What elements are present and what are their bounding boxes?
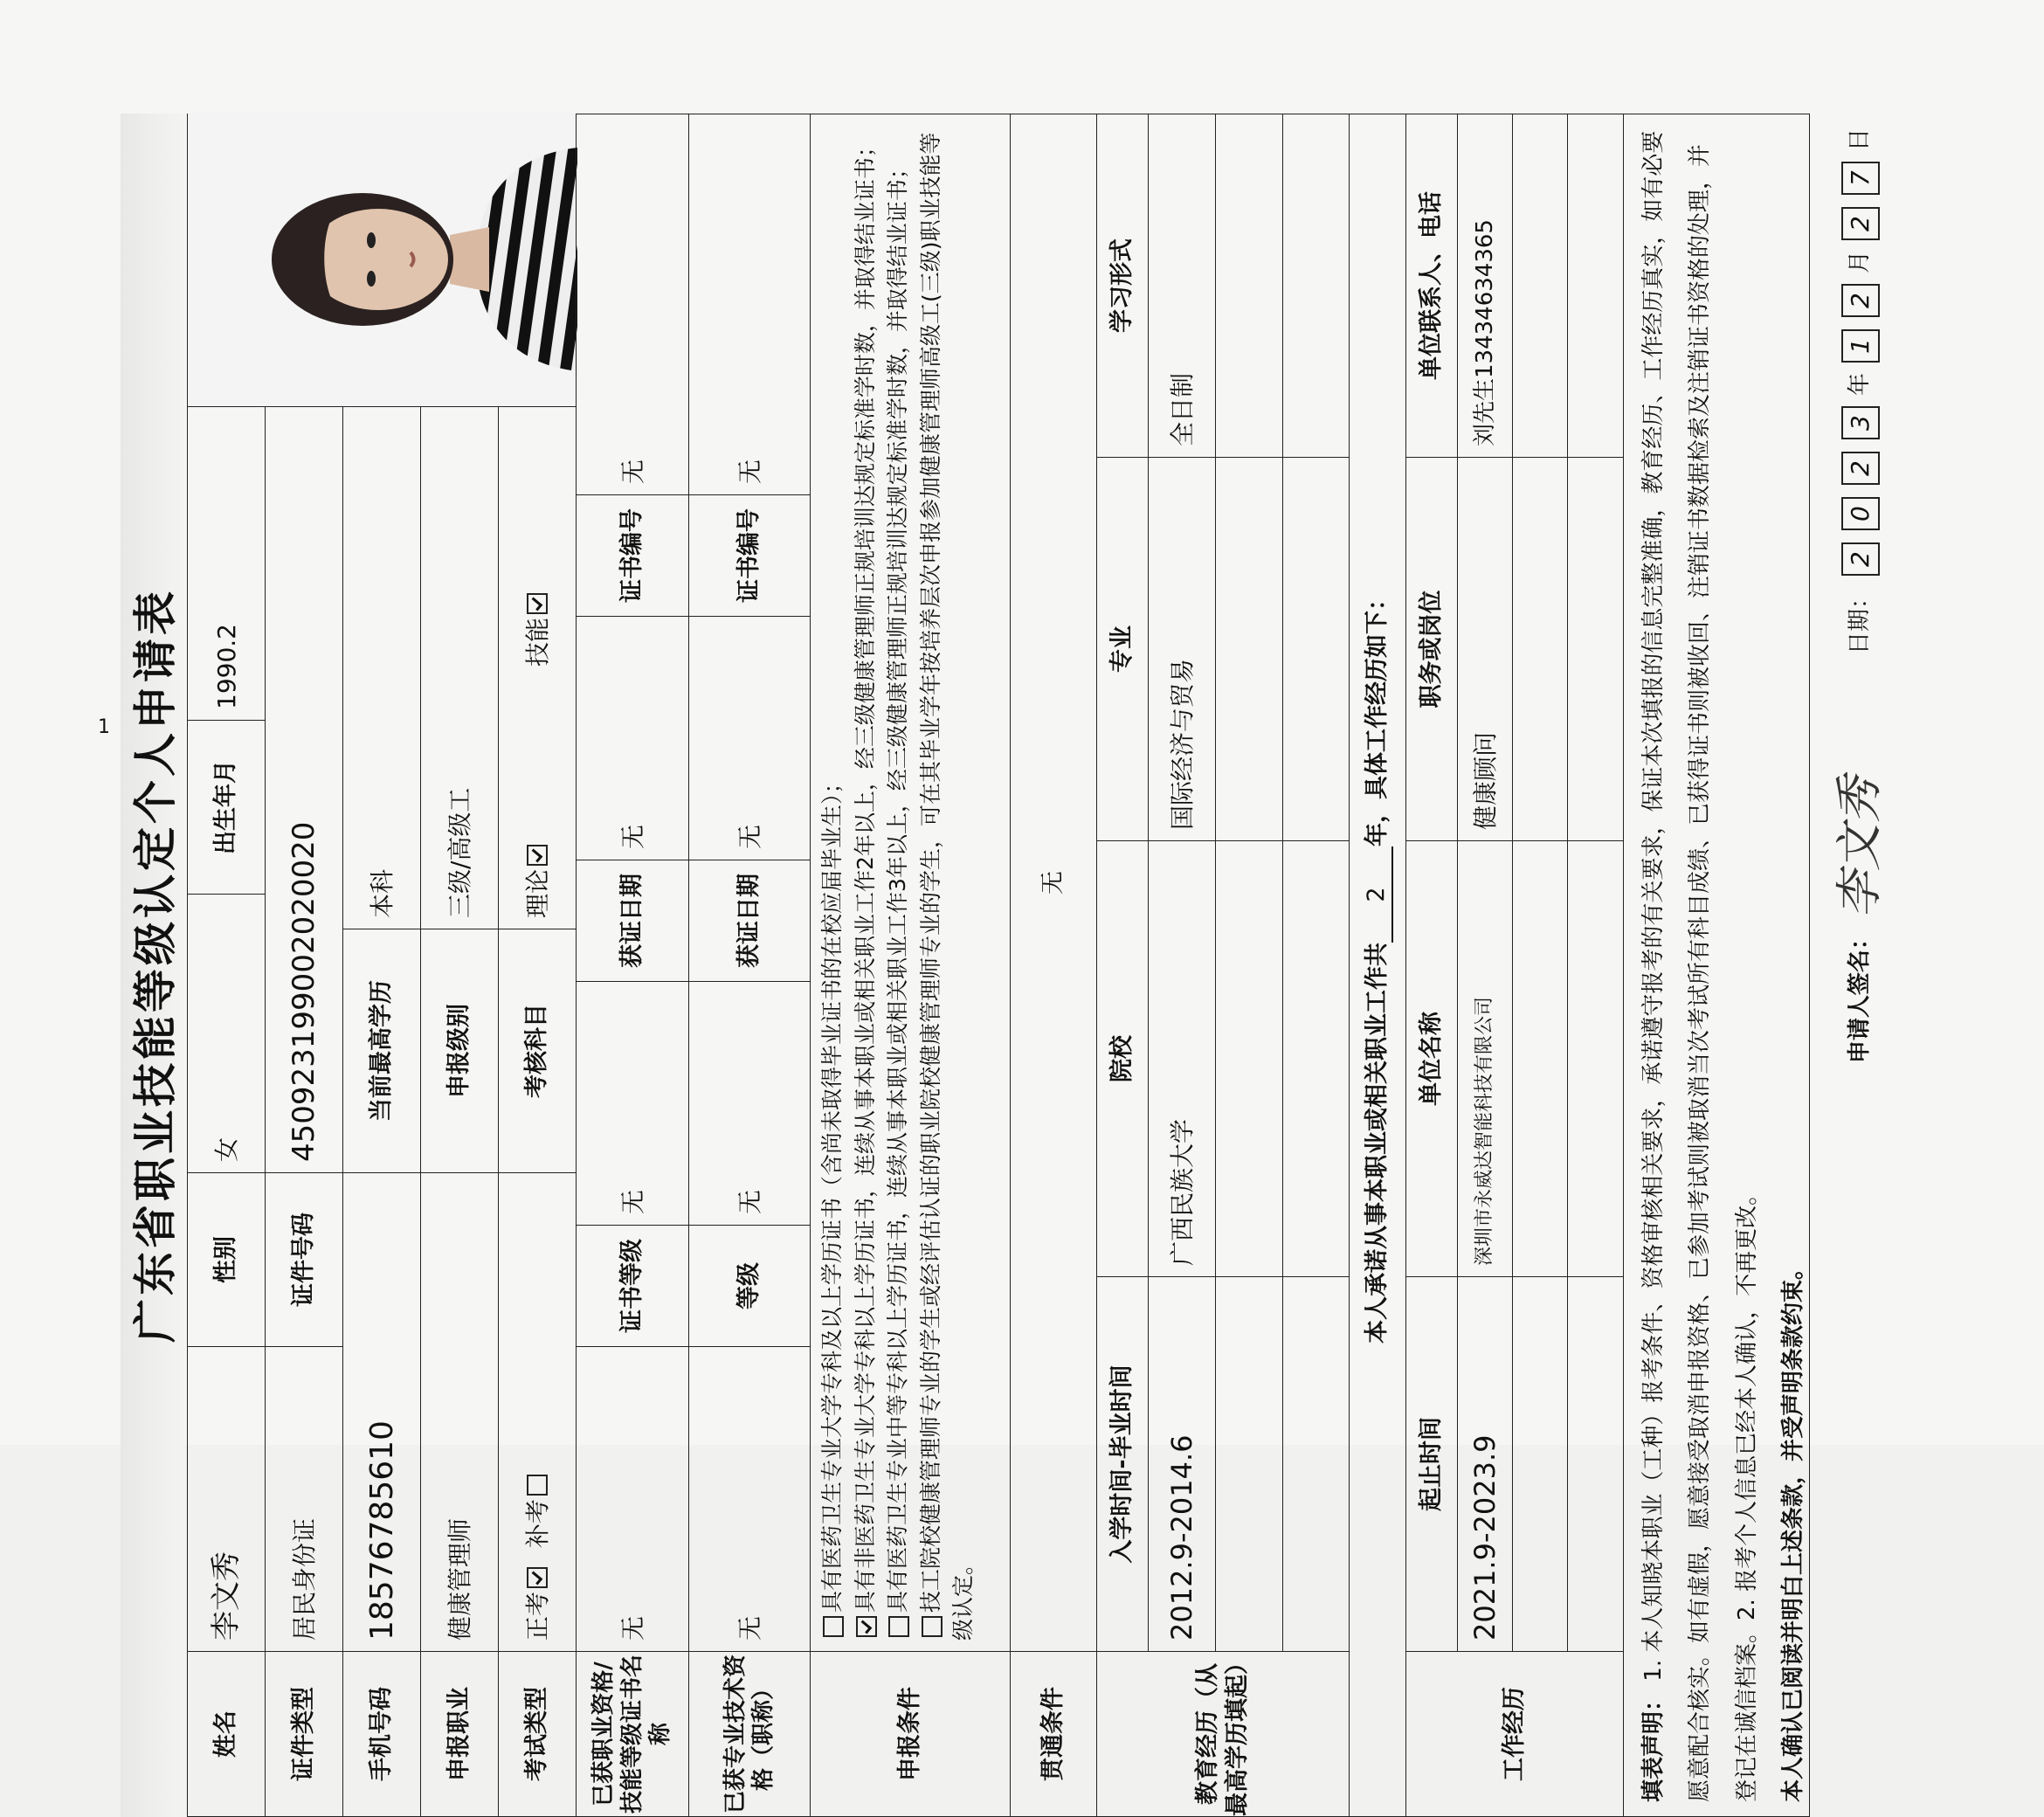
condition-item	[816, 125, 849, 1641]
edu-empty-cell	[1215, 114, 1283, 458]
value-gender: 女	[187, 894, 266, 1173]
value-title-level: 无	[688, 981, 811, 1226]
label-vocational-cert: 已获职业资格/技能等级证书名称	[576, 1651, 689, 1817]
value-name: 李文秀	[187, 1346, 266, 1652]
value-cert-level: 无	[576, 981, 689, 1226]
edu-empty-cell	[1215, 457, 1283, 841]
work-cell-time: 2021.9-2023.9	[1457, 1276, 1513, 1652]
edu-cell-time: 2012.9-2014.6	[1148, 1276, 1216, 1652]
label-pass-conditions: 贯通条件	[1010, 1651, 1097, 1817]
value-occupation: 健康管理师	[420, 1172, 499, 1652]
applicant-signature: 李文秀	[1832, 777, 1888, 919]
value-title-date: 无	[688, 616, 811, 860]
work-empty-cell	[1512, 114, 1568, 458]
date-year-digit: 2	[1841, 542, 1880, 576]
date-month-digit: 1	[1841, 329, 1880, 363]
work-empty-cell	[1567, 457, 1624, 841]
page-number: 1	[98, 716, 110, 738]
day-unit: 日	[1846, 128, 1873, 152]
condition-checkbox[interactable]	[922, 1616, 943, 1637]
edu-header-mode: 学习形式	[1096, 114, 1149, 458]
work-pledge-suffix: 年，具体工作经历如下：	[1364, 587, 1391, 846]
edu-empty-cell	[1215, 1276, 1283, 1652]
month-unit: 月	[1846, 251, 1873, 274]
work-cell-company: 深圳市永威达智能科技有限公司	[1457, 840, 1513, 1277]
label-prof-title: 已获专业技术资格（职称）	[688, 1651, 811, 1817]
subject-theory-checkbox[interactable]	[527, 845, 548, 866]
edu-empty-cell	[1215, 840, 1283, 1277]
signature-row	[1812, 128, 1909, 1802]
label-edu: 当前最高学历	[342, 929, 421, 1173]
edu-cell-mode: 全日制	[1148, 114, 1216, 458]
exam-retake-label: 补考	[522, 1499, 552, 1549]
work-header-time: 起止时间	[1405, 1276, 1458, 1652]
condition-text: 具有非医药卫生专业大学专科以上学历证书，连续从事本职业或相关职业工作2年以上，经三级健康管理师正规培训达规定标准学时数，并取得结业证书；	[852, 135, 878, 1613]
date-day-digit: 2	[1841, 207, 1880, 240]
label-education-history: 教育经历（从最高学历填起）	[1096, 1651, 1350, 1817]
work-pledge-prefix: 本人承诺从事本职业或相关职业工作共	[1364, 943, 1391, 1344]
edu-empty-cell	[1282, 457, 1350, 841]
edu-empty-cell	[1282, 114, 1350, 458]
work-empty-cell	[1567, 114, 1624, 458]
label-title-no: 证书编号	[688, 494, 811, 617]
confirm-statement: 本人确认已阅读并明白上述条款，并受声明条款约束。	[1779, 1256, 1806, 1802]
applicant-photo	[187, 114, 577, 407]
subject-theory-label: 理论	[522, 868, 552, 918]
value-cert-no: 无	[576, 114, 689, 495]
year-unit: 年	[1846, 373, 1873, 397]
value-birth: 1990.2	[187, 406, 266, 721]
value-level: 三级/高级工	[420, 406, 499, 929]
work-header-company: 单位名称	[1405, 840, 1458, 1277]
condition-item	[915, 125, 980, 1641]
edu-header-school: 院校	[1096, 840, 1149, 1277]
condition-text: 具有医药卫生专业中等专科以上学历证书，连续从事本职业或相关职业工作3年以上，经三级健康管理师正规培训达规定标准学时数，并取得结业证书；	[885, 157, 910, 1613]
work-empty-cell	[1512, 457, 1568, 841]
label-name: 姓名	[187, 1651, 266, 1817]
label-gender: 性别	[187, 1172, 266, 1347]
subject-skill-label: 技能	[522, 617, 552, 667]
date-year-digit: 3	[1841, 406, 1880, 439]
work-empty-cell	[1567, 840, 1624, 1277]
declaration-box: 填表声明： 1. 本人知晓本职业（工种）报考条件、资格审核相关要求，承诺遵守报考的有关要求，保证本次填报的信息完整准确，教育经历、工作经历真实，如有必要愿意配合核实。如有虚假，愿意接受取消申报资格、已参加考试则被取消当次考试所有科目成绩、已获得证书则被收回、注销证书数据检索及注销证书资格的处理，并登记在诚信档案。2. 报考个人信息已经本人确认，不再更改。 本人确认已阅读并明白上述条款，并受声明条款约束。 申请人签名： 李文秀 日期： 2 0 2 3 年 1 2 月 2 7 日	[1623, 114, 1810, 1817]
label-level: 申报级别	[420, 929, 499, 1173]
label-phone: 手机号码	[342, 1651, 421, 1817]
value-cert-date: 无	[576, 616, 689, 860]
label-cert-no: 证书编号	[576, 494, 689, 617]
label-title-level: 等级	[688, 1225, 811, 1347]
condition-text: 具有医药卫生专业大学专科及以上学历证书（含尚未取得毕业证书的在校应届毕业生）；	[819, 771, 845, 1613]
condition-item	[881, 125, 915, 1641]
label-subjects: 考核科目	[498, 929, 577, 1173]
label-apply-conditions: 申报条件	[810, 1651, 1011, 1817]
value-title-no: 无	[688, 114, 811, 495]
exam-normal-label: 正考	[522, 1591, 552, 1641]
exam-retake-checkbox[interactable]	[527, 1475, 548, 1496]
condition-item	[849, 125, 882, 1641]
label-id-type: 证件类型	[265, 1651, 343, 1817]
subject-skill-checkbox[interactable]	[527, 593, 548, 614]
label-title-date: 获证日期	[688, 860, 811, 982]
edu-cell-school: 广西民族大学	[1148, 840, 1216, 1277]
work-header-position: 职务或岗位	[1405, 457, 1458, 841]
label-work-history: 工作经历	[1405, 1651, 1624, 1817]
value-cert-name: 无	[576, 1346, 689, 1652]
label-cert-level: 证书等级	[576, 1225, 689, 1347]
work-empty-cell	[1512, 840, 1568, 1277]
edu-cell-major: 国际经济与贸易	[1148, 457, 1216, 841]
condition-checkbox[interactable]	[856, 1616, 877, 1637]
condition-text: 技工院校健康管理师专业的学生或经评估认证的职业院校健康管理师专业的学生，可在其毕业学年按培养层次申报参加健康管理师高级工(三级)职业技能等级认定。	[917, 132, 976, 1641]
date-label: 日期：	[1846, 586, 1873, 655]
subject-options	[498, 406, 577, 929]
work-cell-contact: 刘先生13434634365	[1457, 114, 1513, 458]
value-edu: 本科	[342, 406, 421, 929]
edu-empty-cell	[1282, 840, 1350, 1277]
date-month-digit: 2	[1841, 284, 1880, 317]
value-title-name: 无	[688, 1346, 811, 1652]
value-pass-conditions: 无	[1010, 114, 1097, 1652]
label-exam-type: 考试类型	[498, 1651, 577, 1817]
condition-checkbox[interactable]	[823, 1616, 844, 1637]
work-cell-position: 健康顾问	[1457, 457, 1513, 841]
label-cert-date: 获证日期	[576, 860, 689, 982]
date-year-digit: 0	[1841, 497, 1880, 530]
apply-conditions-list	[810, 114, 1011, 1652]
work-header-contact: 单位联系人、电话	[1405, 114, 1458, 458]
label-occupation: 申报职业	[420, 1651, 499, 1817]
date-day-digit: 7	[1841, 162, 1880, 195]
portrait-image	[188, 113, 577, 406]
value-phone: 18576785610	[342, 1172, 421, 1652]
value-id-type: 居民身份证	[265, 1346, 343, 1652]
edu-header-time: 入学时间-毕业时间	[1096, 1276, 1149, 1652]
work-empty-cell	[1567, 1276, 1624, 1652]
work-pledge	[1349, 114, 1406, 1817]
form-title: 广东省职业技能等级认定个人申请表	[121, 114, 185, 1817]
condition-checkbox[interactable]	[888, 1616, 909, 1637]
date-year-digit: 2	[1841, 452, 1880, 485]
form-sheet	[187, 114, 1888, 1817]
edu-empty-cell	[1282, 1276, 1350, 1652]
exam-normal-checkbox[interactable]	[527, 1567, 548, 1588]
work-empty-cell	[1512, 1276, 1568, 1652]
declaration-label: 填表声明	[1640, 1710, 1667, 1802]
work-years: 2	[1362, 846, 1393, 943]
sign-label: 申请人签名：	[1846, 927, 1873, 1064]
application-form	[119, 114, 1888, 1817]
label-birth: 出生年月	[187, 720, 266, 895]
label-id-no: 证件号码	[265, 1172, 343, 1347]
declaration-text: 1. 本人知晓本职业（工种）报考条件、资格审核相关要求，承诺遵守报考的有关要求，保证本次填报的信息完整准确，教育经历、工作经历真实，如有必要愿意配合核实。如有虚假，愿意接受取消申报资格、已参加考试则被取消当次考试所有科目成绩、已获得证书则被收回、注销证书数据检索及注销证书资格的处理，并登记在诚信档案。2. 报考个人信息已经本人确认，不再更改。	[1640, 130, 1760, 1802]
edu-header-major: 专业	[1096, 457, 1149, 841]
value-id-no: 450923199002020020	[265, 406, 343, 1173]
exam-type-options	[498, 1172, 577, 1652]
